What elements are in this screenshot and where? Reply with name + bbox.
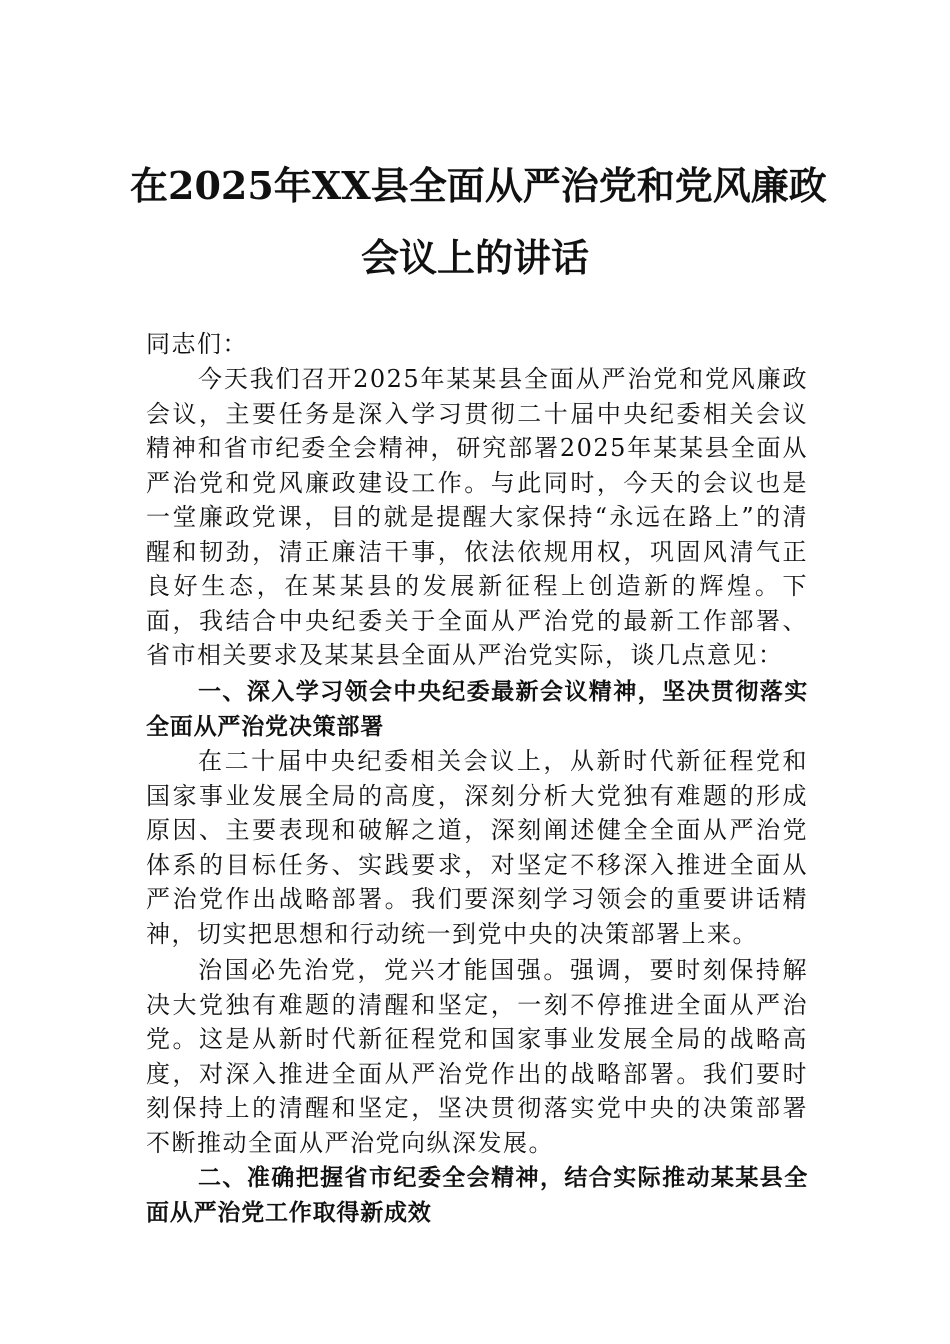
section-heading-2: 二、准确把握省市纪委全会精神，结合实际推动某某县全面从严治党工作取得新成效 xyxy=(146,1165,808,1226)
paragraph-intro: 今天我们召开2025年某某县全面从严治党和党风廉政会议，主要任务是深入学习贯彻二十届中央纪委相关会议精神和省市纪委全会精神，研究部署2025年某某县全面从严治党和党风廉政建设工作。与此同时，今天的会议也是一堂廉政党课，目的就是提醒大家保持“永远在路上”的清醒和韧劲，清正廉洁干事，依法依规用权，巩固风清气正良好生态，在某某县的发展新征程上创造新的辉煌。下面，我结合中央纪委关于全面从严治党的最新工作部署、省市相关要求及某某县全面从严治党实际，谈几点意见： xyxy=(146,365,808,669)
paragraph-section1-a: 在二十届中央纪委相关会议上，从新时代新征程党和国家事业发展全局的高度，深刻分析大党独有难题的形成原因、主要表现和破解之道，深刻阐述健全全面从严治党体系的目标任务、实践要求，对坚定不移深入推进全面从严治党作出战略部署。我们要深刻学习领会的重要讲话精神，切实把思想和行动统一到党中央的决策部署上来。 xyxy=(146,747,808,948)
salutation: 同志们： xyxy=(146,330,248,358)
document-title-line-2: 会议上的讲话 xyxy=(360,235,589,280)
section-heading-1: 一、深入学习领会中央纪委最新会议精神，坚决贯彻落实全面从严治党决策部署 xyxy=(146,679,808,740)
paragraph-section1-b: 治国必先治党，党兴才能国强。强调，要时刻保持解决大党独有难题的清醒和坚定，一刻不停推进全面从严治党。这是从新时代新征程党和国家事业发展全局的战略高度，对深入推进全面从严治党作出的战略部署。我们要时刻保持上的清醒和坚定，坚决贯彻落实党中央的决策部署不断推动全面从严治党向纵深发展。 xyxy=(146,956,808,1157)
document-title-line-1: 在2025年XX县全面从严治党和党风廉政 xyxy=(130,163,827,208)
